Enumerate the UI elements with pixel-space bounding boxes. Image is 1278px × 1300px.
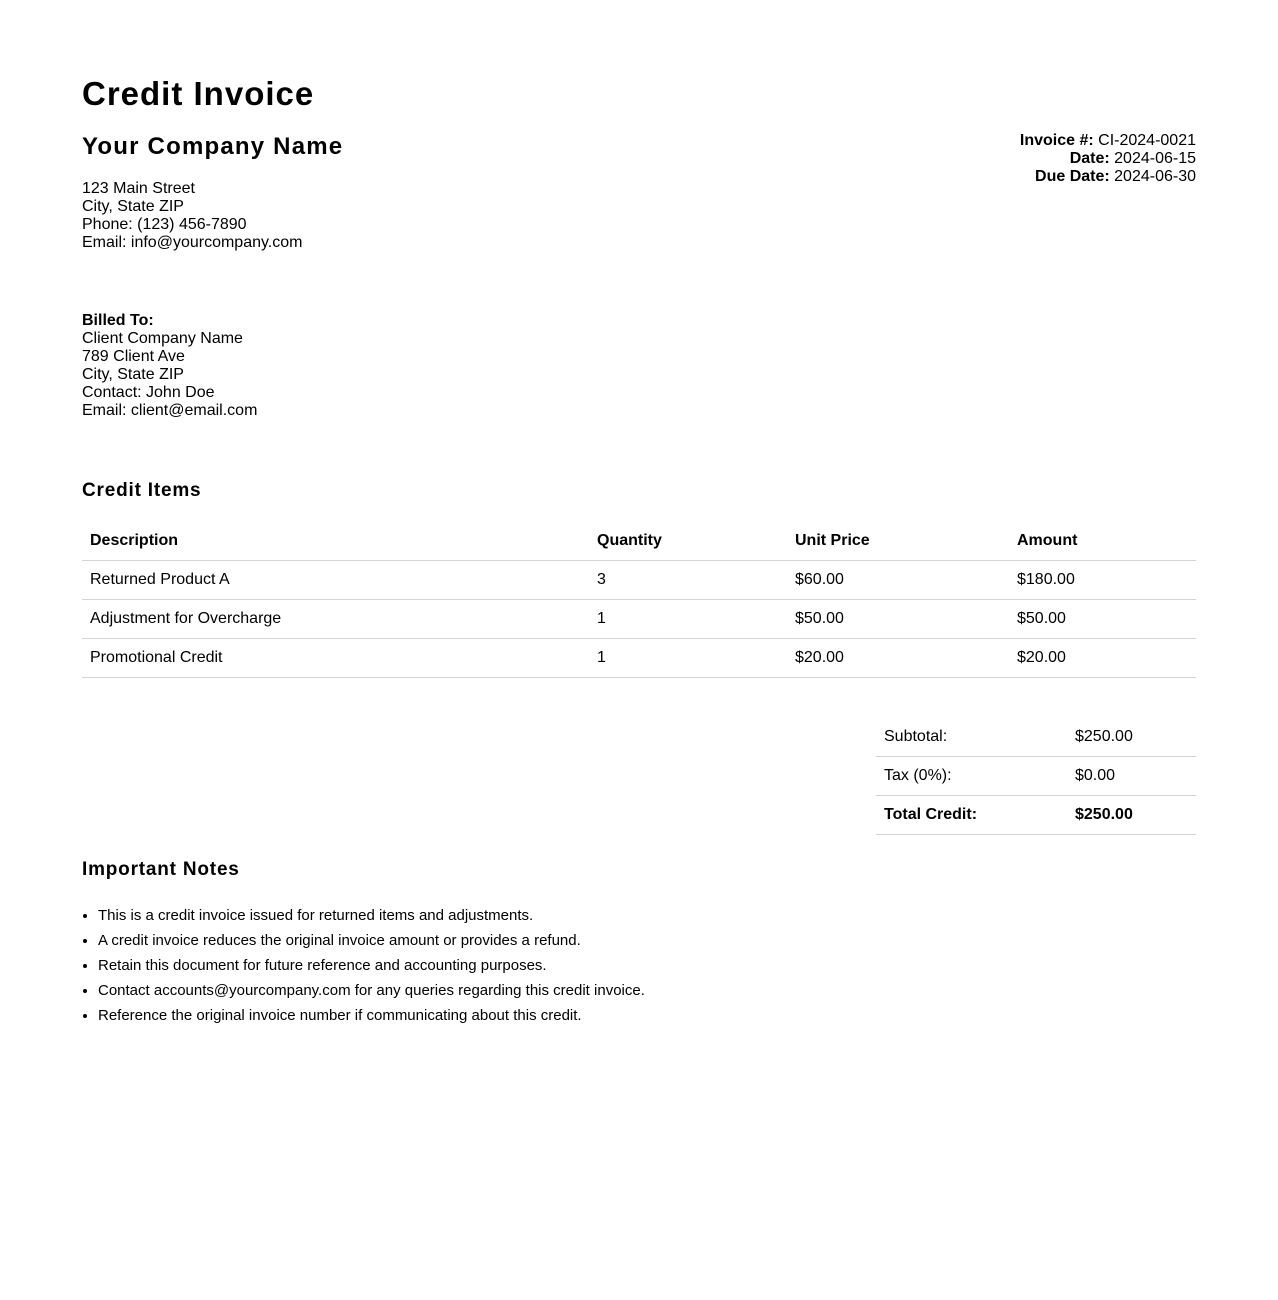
invoice-date-value: 2024-06-15 (1114, 150, 1196, 167)
total-credit-label: Total Credit: (876, 796, 1067, 835)
invoice-number-value: CI-2024-0021 (1098, 132, 1196, 149)
invoice-number (1020, 132, 1196, 150)
credit-items-table (82, 522, 1196, 678)
page-title: Credit Invoice (82, 75, 315, 112)
invoice-meta (1020, 132, 1196, 186)
important-notes-heading: Important Notes (82, 859, 240, 880)
list-item: • Contact accounts@yourcompany.com for any queries regarding this credit invoice. (98, 978, 645, 1003)
invoice-number-label: Invoice #: (1019, 132, 1094, 149)
client-address-line2: City, State ZIP (82, 366, 184, 383)
item-quantity: 3 (589, 561, 787, 600)
company-address-line2: City, State ZIP (82, 198, 184, 215)
item-description: Returned Product A (82, 561, 589, 600)
item-unit-price: $60.00 (787, 561, 1009, 600)
column-header-description: Description (82, 522, 589, 561)
client-company: Client Company Name (82, 330, 243, 347)
item-quantity: 1 (589, 600, 787, 639)
item-unit-price: $20.00 (787, 639, 1009, 678)
client-address-line1: 789 Client Ave (82, 348, 185, 365)
company-name: Your Company Name (82, 133, 344, 160)
invoice-due-label: Due Date: (1035, 168, 1110, 185)
list-item: • This is a credit invoice issued for returned items and adjustments. (98, 903, 645, 928)
item-amount: $180.00 (1009, 561, 1196, 600)
invoice-date-label: Date: (1069, 150, 1110, 167)
list-item: • Retain this document for future reference and accounting purposes. (98, 953, 645, 978)
list-item: • Reference the original invoice number if communicating about this credit. (98, 1003, 645, 1028)
table-row (82, 639, 1196, 678)
company-email: Email: info@yourcompany.com (82, 234, 303, 251)
column-header-unit-price: Unit Price (787, 522, 1009, 561)
column-header-quantity: Quantity (589, 522, 787, 561)
client-contact: Contact: John Doe (82, 384, 215, 401)
invoice-due-value: 2024-06-30 (1114, 168, 1196, 185)
tax-row (876, 757, 1196, 796)
client-email: Email: client@email.com (82, 402, 258, 419)
company-address (82, 180, 302, 252)
subtotal-row (876, 718, 1196, 757)
table-row (82, 561, 1196, 600)
item-unit-price: $50.00 (787, 600, 1009, 639)
item-description: Adjustment for Overcharge (82, 600, 589, 639)
column-header-amount: Amount (1009, 522, 1196, 561)
totals-table (876, 718, 1196, 835)
company-phone: Phone: (123) 456-7890 (82, 216, 247, 233)
total-credit-value: $250.00 (1067, 796, 1196, 835)
table-header-row (82, 522, 1196, 561)
billed-to (82, 312, 257, 420)
list-item: • A credit invoice reduces the original invoice amount or provides a refund. (98, 928, 645, 953)
credit-items-heading: Credit Items (82, 480, 202, 501)
invoice-date (1020, 150, 1196, 168)
tax-label: Tax (0%): (876, 757, 1067, 796)
billed-to-heading: Billed To: (82, 312, 154, 329)
item-quantity: 1 (589, 639, 787, 678)
item-amount: $50.00 (1009, 600, 1196, 639)
item-amount: $20.00 (1009, 639, 1196, 678)
company-address-line1: 123 Main Street (82, 180, 195, 197)
tax-value: $0.00 (1067, 757, 1196, 796)
invoice-due-date (1020, 168, 1196, 186)
table-row (82, 600, 1196, 639)
item-description: Promotional Credit (82, 639, 589, 678)
subtotal-value: $250.00 (1067, 718, 1196, 757)
total-credit-row (876, 796, 1196, 835)
subtotal-label: Subtotal: (876, 718, 1067, 757)
notes-list (82, 903, 645, 1028)
